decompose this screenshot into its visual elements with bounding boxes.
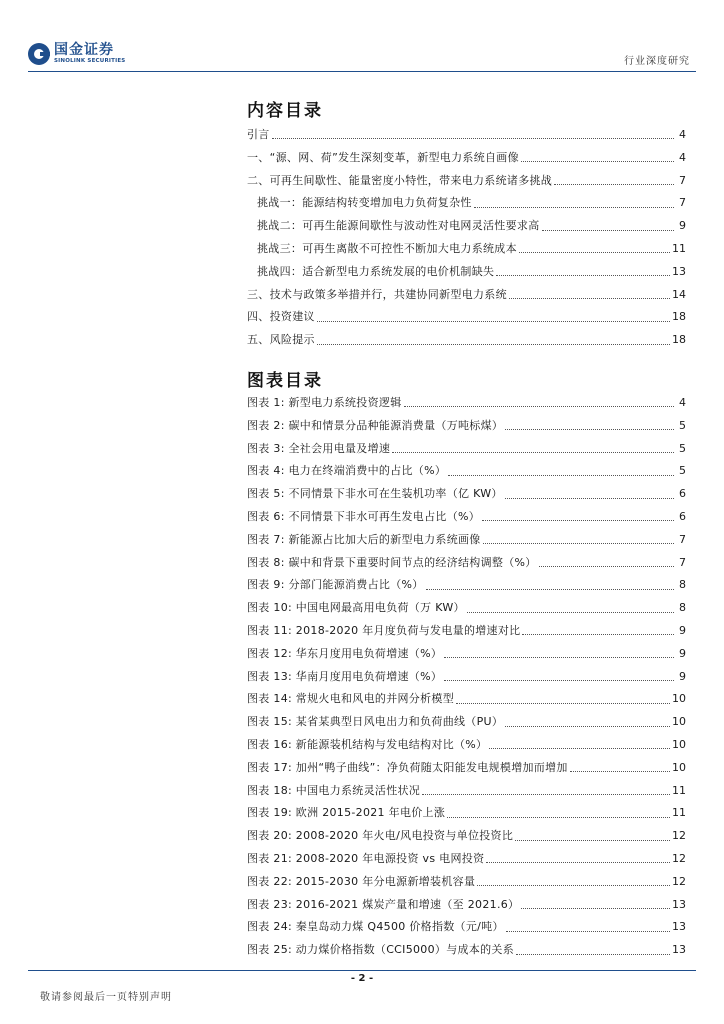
figure-entry[interactable] [247, 916, 686, 939]
dot-leader [506, 930, 670, 932]
figure-entry[interactable] [247, 711, 686, 734]
figure-entry[interactable] [247, 574, 686, 597]
dot-leader [474, 206, 674, 208]
dot-leader [489, 747, 670, 749]
figures-list [247, 392, 686, 962]
figure-entry-page: 5 [679, 464, 686, 478]
contents-list [247, 124, 686, 352]
dot-leader [519, 251, 670, 253]
contents-entry-label: 挑战二：可再生能源间歇性与波动性对电网灵活性要求高 [257, 219, 540, 233]
figure-entry[interactable] [247, 483, 686, 506]
figure-entry-page: 12 [672, 874, 686, 888]
figure-entry-label: 图表 4: 电力在终端消费中的占比（%） [247, 464, 447, 478]
dot-leader [456, 702, 670, 704]
dot-leader [509, 297, 670, 299]
dot-leader [505, 497, 674, 499]
contents-entry-page: 7 [679, 196, 686, 210]
figure-entry[interactable] [247, 802, 686, 825]
figure-entry-page: 9 [679, 623, 686, 637]
figure-entry[interactable] [247, 780, 686, 803]
figure-entry-page: 11 [672, 806, 686, 820]
figure-entry-label: 图表 1: 新型电力系统投资逻辑 [247, 396, 402, 409]
page-header [28, 40, 696, 72]
figure-entry-page: 4 [679, 396, 686, 409]
figure-entry-label: 图表 22: 2015-2030 年分电源新增装机容量 [247, 874, 476, 888]
logo-name-en: SINOLINK SECURITIES [54, 58, 126, 65]
logo-name-cn: 国金证券 [54, 42, 114, 59]
figure-entry-page: 7 [679, 555, 686, 569]
figure-entry[interactable] [247, 643, 686, 666]
figure-entry-page: 5 [679, 441, 686, 455]
contents-entry[interactable] [247, 192, 686, 215]
contents-entry[interactable] [247, 329, 686, 352]
contents-entry[interactable] [247, 306, 686, 329]
figure-entry[interactable] [247, 757, 686, 780]
figure-entry-label: 图表 21: 2008-2020 年电源投资 vs 电网投资 [247, 851, 485, 865]
figure-entry-label: 图表 13: 华南月度用电负荷增速（%） [247, 669, 443, 683]
contents-entry-label: 五、风险提示 [247, 333, 315, 347]
dot-leader [505, 725, 670, 727]
figure-entry-page: 8 [679, 601, 686, 615]
contents-entry[interactable] [247, 124, 686, 147]
contents-entry-page: 18 [672, 310, 686, 324]
figure-entry-label: 图表 16: 新能源装机结构与发电结构对比（%） [247, 737, 488, 751]
dot-leader [422, 793, 670, 795]
figure-entry-label: 图表 20: 2008-2020 年火电/风电投资与单位投资比 [247, 829, 514, 843]
figure-entry[interactable] [247, 506, 686, 529]
figure-entry[interactable] [247, 597, 686, 620]
figure-entry-page: 6 [679, 487, 686, 501]
figure-entry-label: 图表 15: 某省某典型日风电出力和负荷曲线（PU） [247, 715, 504, 729]
figure-entry-page: 10 [672, 715, 686, 729]
dot-leader [496, 274, 670, 276]
figure-entry-label: 图表 11: 2018-2020 年月度负荷与发电量的增速对比 [247, 623, 521, 637]
contents-entry-label: 挑战三：可再生离散不可控性不断加大电力系统成本 [257, 241, 517, 255]
contents-title: 内容目录 [247, 101, 323, 121]
figure-entry[interactable] [247, 666, 686, 689]
dot-leader [521, 907, 670, 909]
figure-entry-label: 图表 5: 不同情景下非水可在生装机功率（亿 KW） [247, 487, 503, 501]
dot-leader [539, 565, 674, 567]
dot-leader [447, 816, 670, 818]
contents-entry-label: 挑战四：适合新型电力系统发展的电价机制缺失 [257, 264, 495, 278]
contents-entry-page: 14 [672, 287, 686, 301]
figure-entry-label: 图表 24: 秦皇岛动力煤 Q4500 价格指数（元/吨） [247, 920, 504, 934]
dot-leader [542, 229, 675, 231]
figure-entry[interactable] [247, 871, 686, 894]
figure-entry[interactable] [247, 552, 686, 575]
dot-leader [317, 343, 670, 345]
figure-entry-label: 图表 14: 常规火电和风电的并网分析模型 [247, 692, 454, 706]
figure-entry-page: 10 [672, 760, 686, 774]
figure-entry-label: 图表 10: 中国电网最高用电负荷（万 KW） [247, 601, 465, 615]
dot-leader [392, 451, 674, 453]
contents-entry-label: 四、投资建议 [247, 310, 315, 324]
figure-entry[interactable] [247, 392, 686, 415]
figure-entry-label: 图表 17: 加州“鸭子曲线”：净负荷随太阳能发电规模增加而增加 [247, 760, 568, 774]
figure-entry-label: 图表 25: 动力煤价格指数（CCI5000）与成本的关系 [247, 943, 514, 957]
contents-entry[interactable] [247, 215, 686, 238]
figure-entry-page: 13 [672, 897, 686, 911]
figure-entry-label: 图表 7: 新能源占比加大后的新型电力系统画像 [247, 532, 481, 546]
figure-entry-label: 图表 18: 中国电力系统灵活性状况 [247, 783, 421, 797]
dot-leader [482, 519, 674, 521]
figure-entry[interactable] [247, 620, 686, 643]
figures-title: 图表目录 [247, 371, 323, 391]
dot-leader [426, 588, 674, 590]
contents-entry-label: 引言 [247, 128, 270, 141]
figure-entry[interactable] [247, 848, 686, 871]
dot-leader [444, 656, 674, 658]
dot-leader [570, 770, 670, 772]
figure-entry-page: 13 [672, 943, 686, 957]
report-type: 行业深度研究 [624, 56, 690, 67]
figure-entry-label: 图表 6: 不同情景下非水可再生发电占比（%） [247, 509, 481, 523]
contents-entry-page: 18 [672, 333, 686, 347]
figure-entry-label: 图表 3: 全社会用电量及增速 [247, 441, 391, 455]
logo-icon [28, 43, 50, 65]
figure-entry-page: 11 [672, 783, 686, 797]
header-divider [28, 71, 696, 72]
figure-entry-page: 12 [672, 829, 686, 843]
dot-leader [444, 679, 674, 681]
footer-divider [28, 970, 696, 971]
figure-entry[interactable] [247, 688, 686, 711]
figure-entry-label: 图表 19: 欧洲 2015-2021 年电价上涨 [247, 806, 446, 820]
figure-entry-page: 8 [679, 578, 686, 592]
figure-entry-page: 6 [679, 509, 686, 523]
contents-entry-page: 11 [672, 241, 686, 255]
dot-leader [483, 542, 674, 544]
contents-entry[interactable] [247, 284, 686, 307]
contents-entry-label: 挑战一：能源结构转变增加电力负荷复杂性 [257, 196, 472, 210]
contents-entry-label: 一、“源、网、荷”发生深刻变革，新型电力系统自画像 [247, 150, 519, 164]
dot-leader [467, 611, 674, 613]
figure-entry-label: 图表 8: 碳中和背景下重要时间节点的经济结构调整（%） [247, 555, 537, 569]
dot-leader [404, 405, 675, 407]
contents-entry[interactable] [247, 147, 686, 170]
figure-entry-page: 13 [672, 920, 686, 934]
figure-entry-page: 9 [679, 669, 686, 683]
dot-leader [448, 474, 674, 476]
contents-entry[interactable] [247, 238, 686, 261]
figure-entry[interactable] [247, 438, 686, 461]
dot-leader [515, 839, 670, 841]
figure-entry-page: 5 [679, 418, 686, 432]
dot-leader [516, 953, 670, 955]
figure-entry-label: 图表 12: 华东月度用电负荷增速（%） [247, 646, 443, 660]
dot-leader [317, 320, 670, 322]
figure-entry-label: 图表 9: 分部门能源消费占比（%） [247, 578, 424, 592]
figure-entry-page: 9 [679, 646, 686, 660]
dot-leader [522, 633, 674, 635]
disclaimer: 敬请参阅最后一页特别声明 [40, 992, 172, 1003]
figure-entry[interactable] [247, 415, 686, 438]
page-number: - 2 - [350, 973, 374, 984]
dot-leader [272, 137, 674, 139]
figure-entry-page: 7 [679, 532, 686, 546]
figure-entry-page: 10 [672, 737, 686, 751]
figure-entry[interactable] [247, 939, 686, 962]
contents-entry[interactable] [247, 261, 686, 284]
dot-leader [486, 861, 670, 863]
contents-entry-page: 4 [679, 150, 686, 164]
dot-leader [477, 884, 670, 886]
figure-entry-label: 图表 2: 碳中和情景分品种能源消费量（万吨标煤） [247, 418, 504, 432]
contents-entry-label: 三、技术与政策多举措并行，共建协同新型电力系统 [247, 287, 507, 301]
contents-entry-page: 4 [679, 128, 686, 141]
figure-entry[interactable] [247, 460, 686, 483]
figure-entry-label: 图表 23: 2016-2021 煤炭产量和增速（至 2021.6） [247, 897, 520, 911]
figure-entry-page: 10 [672, 692, 686, 706]
dot-leader [554, 183, 674, 185]
contents-entry-label: 二、可再生间歇性、能量密度小特性，带来电力系统诸多挑战 [247, 173, 553, 187]
contents-entry[interactable] [247, 170, 686, 193]
contents-entry-page: 9 [679, 219, 686, 233]
figure-entry[interactable] [247, 529, 686, 552]
figure-entry[interactable] [247, 734, 686, 757]
dot-leader [505, 428, 674, 430]
contents-entry-page: 13 [672, 264, 686, 278]
company-logo [28, 40, 125, 68]
figure-entry-page: 12 [672, 851, 686, 865]
contents-entry-page: 7 [679, 173, 686, 187]
figure-entry[interactable] [247, 825, 686, 848]
dot-leader [521, 160, 674, 162]
figure-entry[interactable] [247, 894, 686, 917]
